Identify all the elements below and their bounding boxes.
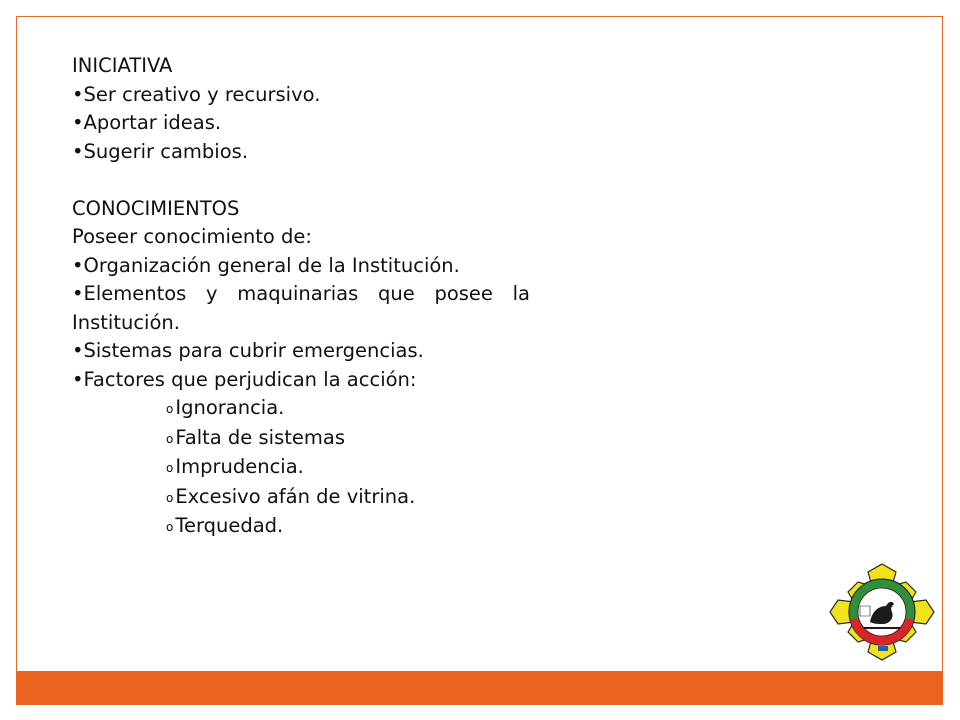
footer-accent-bar: [16, 671, 943, 705]
hollow-bullet-icon: o: [166, 520, 174, 534]
list-item: •Factores que perjudican la acción:: [72, 367, 417, 391]
hollow-bullet-icon: o: [166, 402, 174, 416]
logo-axe-blade-icon: [878, 646, 888, 651]
sub-list-item: [72, 483, 530, 513]
fire-department-logo: [826, 562, 938, 662]
list-item: •Aportar ideas.: [72, 111, 222, 134]
sub-list-item: [72, 424, 530, 454]
hollow-bullet-icon: o: [166, 431, 174, 446]
list-item: •Sugerir cambios.: [72, 139, 249, 163]
section-intro: Poseer conocimiento de:: [72, 225, 312, 248]
sub-list-item-label: Imprudencia.: [175, 455, 304, 478]
list-item: •Sistemas para cubrir emergencias.: [72, 339, 424, 362]
sub-list-item-label: Excesivo afán de vitrina.: [175, 484, 416, 508]
section-heading-conocimientos: CONOCIMIENTOS: [72, 196, 240, 220]
list-item: •Ser creativo y recursivo.: [72, 82, 321, 106]
slide-body: [72, 52, 530, 542]
sub-list-item-label: Falta de sistemas: [175, 425, 345, 449]
hollow-bullet-icon: o: [166, 461, 174, 475]
hollow-bullet-icon: o: [166, 490, 174, 505]
sub-list-item: [72, 453, 530, 483]
list-item: •Elementos y maquinarias que posee la Institución.: [72, 282, 530, 334]
list-item: •Organización general de la Institución.: [72, 253, 460, 277]
logo-emblem-left-icon: [860, 606, 870, 616]
sub-list-item: [72, 512, 530, 542]
sub-list-item: [72, 394, 530, 424]
sub-list-item-label: Ignorancia.: [175, 396, 285, 419]
section-spacer: [72, 166, 530, 195]
sub-list-item-label: Terquedad.: [175, 514, 284, 537]
section-heading-iniciativa: INICIATIVA: [72, 54, 173, 77]
